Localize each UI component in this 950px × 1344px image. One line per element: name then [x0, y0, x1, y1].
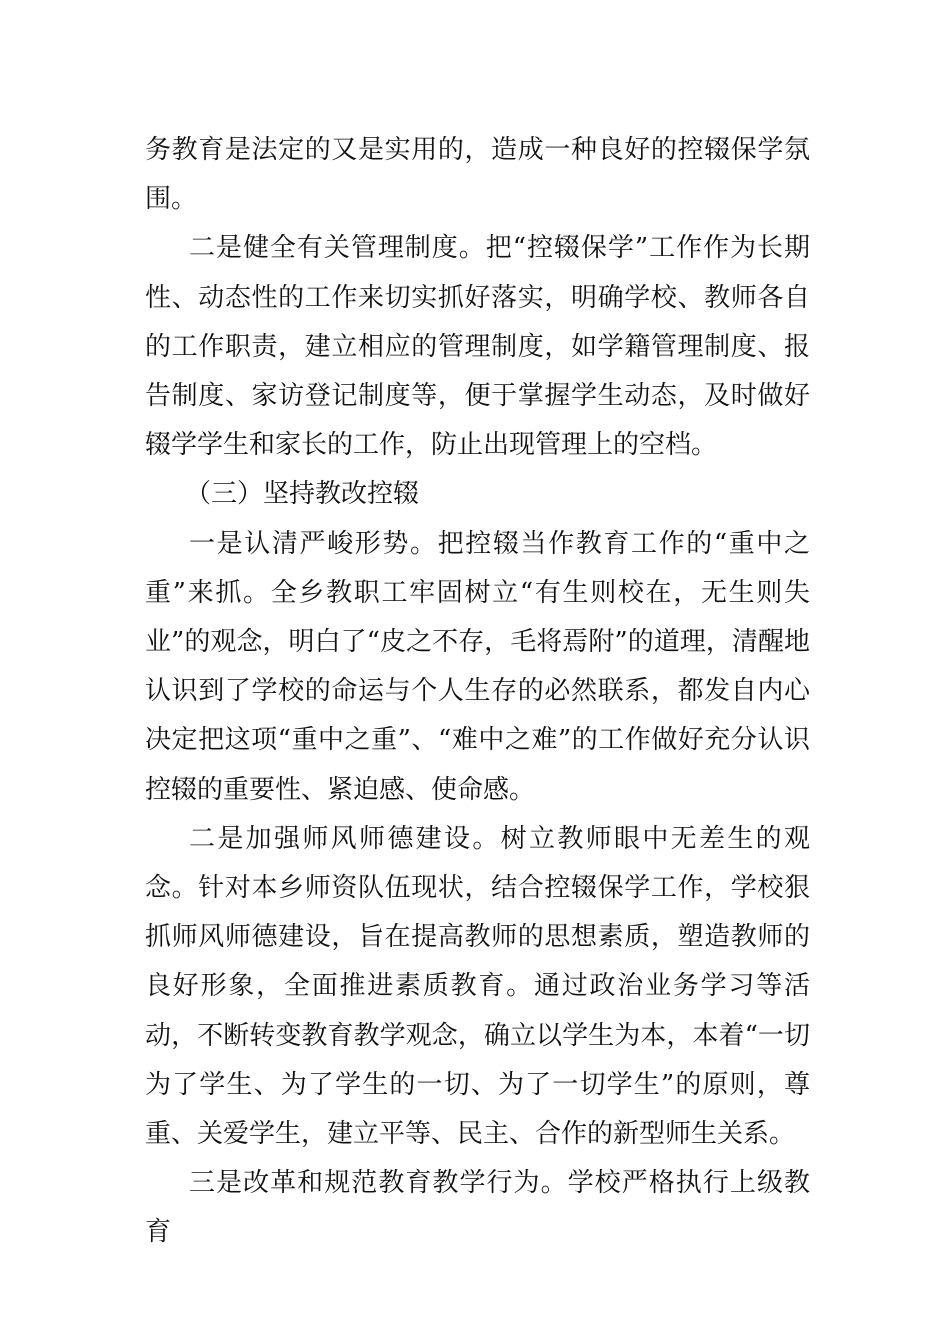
paragraph-teacher-ethics: 二是加强师风师德建设。树立教师眼中无差生的观念。针对本乡师资队伍现状，结合控辍保学工作，学校狠抓师风师德建设，旨在提高教师的思想素质，塑造教师的良好形象，全面推进素质教育。通过政治业务学习等活动，不断转变教育教学观念，确立以学生为本，本着“一切为了学生、为了学生的一切、为了一切学生”的原则，尊重、关爱学生，建立平等、民主、合作的新型师生关系。 — [145, 823, 810, 1150]
paragraph-teaching-reform: 三是改革和规范教育教学行为。学校严格执行上级教育 — [145, 1168, 810, 1248]
paragraph-continuation: 务教育是法定的又是实用的，造成一种良好的控辍保学氛围。 — [145, 135, 810, 215]
section-heading: （三）坚持教改控辍 — [185, 479, 420, 510]
paragraph-situation: 一是认清严峻形势。把控辍当作教育工作的“重中之重”来抓。全乡教职工牢固树立“有生则校在，无生则失业”的观念，明白了“皮之不存，毛将焉附”的道理，清醒地认识到了学校的命运与个人生存的必然联系，都发自内心决定把这项“重中之重”、“难中之难”的工作做好充分认识控辍的重要性、紧迫感、使命感。 — [145, 528, 810, 805]
paragraph-management-system: 二是健全有关管理制度。把“控辍保学”工作作为长期性、动态性的工作来切实抓好落实，明确学校、教师各自的工作职责，建立相应的管理制度，如学籍管理制度、报告制度、家访登记制度等，便于掌握学生动态，及时做好辍学学生和家长的工作，防止出现管理上的空档。 — [145, 233, 810, 461]
document-body — [145, 126, 810, 1258]
